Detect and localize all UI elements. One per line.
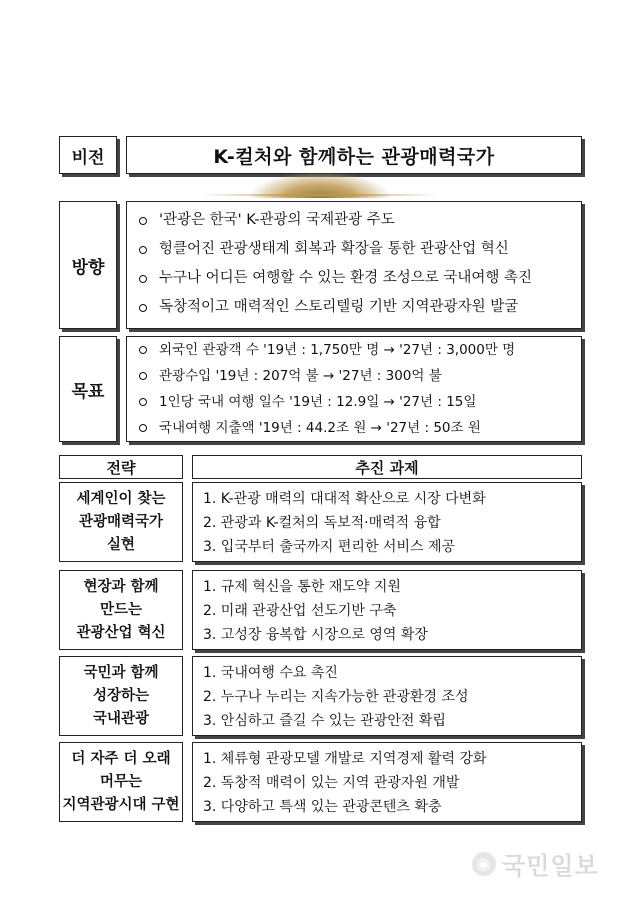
task-item: 1. 국내여행 수요 촉진 — [203, 665, 338, 681]
strategy-label-line: 만드는 — [99, 601, 143, 618]
task-item: 3. 다양하고 특색 있는 관광콘텐츠 확충 — [203, 799, 442, 815]
task-item: 3. 안심하고 즐길 수 있는 관광안전 확립 — [203, 713, 446, 729]
tasks-header: 추진 과제 — [192, 455, 582, 479]
task-item: 3. 고성장 융복합 시장으로 영역 확장 — [203, 627, 428, 643]
strategy-label-line: 성장하는 — [92, 687, 150, 704]
strategy-label — [59, 656, 183, 736]
strategy-label-line: 현장과 함께 — [83, 578, 159, 595]
vision-glow-line — [200, 194, 440, 196]
strategy-label-line: 국내관광 — [92, 710, 150, 727]
task-item: 2. 누구나 누리는 지속가능한 관광환경 조성 — [203, 689, 469, 705]
task-item: 2. 관광과 K-컬처의 독보적·매력적 융합 — [203, 515, 441, 531]
task-item: 2. 미래 관광산업 선도기반 구축 — [203, 603, 397, 619]
vision-label: 비전 — [59, 136, 117, 174]
vision-title: K-컬처와 함께하는 관광매력국가 — [126, 136, 582, 174]
task-item: 1. 규제 혁신을 통한 재도약 지원 — [203, 579, 401, 595]
strategy-label — [59, 482, 183, 562]
strategy-label-line: 관광산업 혁신 — [76, 624, 166, 641]
task-list — [203, 575, 581, 647]
task-list — [203, 661, 581, 733]
watermark-text: 국민일보 — [502, 852, 599, 880]
strategy-label-line: 지역관광시대 구현 — [62, 796, 180, 813]
strategy-label-line: 세계인이 찾는 — [76, 490, 166, 507]
direction-item: '관광은 한국' K-관광의 국제관광 주도 — [137, 206, 581, 235]
strategy-label-line: 머무는 — [99, 773, 143, 790]
strategy-tasks-box — [192, 482, 582, 562]
direction-list — [137, 206, 581, 322]
strategy-label — [59, 742, 183, 822]
strategy-tasks-box — [192, 656, 582, 736]
task-item: 1. 체류형 관광모델 개발로 지역경제 활력 강화 — [203, 751, 487, 767]
strategy-tasks-box — [192, 742, 582, 822]
direction-item: 헝클어진 관광생태계 회복과 확장을 통한 관광산업 혁신 — [137, 235, 581, 264]
strategy-label — [59, 570, 183, 650]
direction-item: 독창적이고 매력적인 스토리텔링 기반 지역관광자원 발굴 — [137, 293, 581, 322]
watermark — [472, 846, 599, 881]
task-item: 1. K-관광 매력의 대대적 확산으로 시장 다변화 — [203, 491, 486, 507]
task-item: 2. 독창적 매력이 있는 지역 관광자원 개발 — [203, 775, 460, 791]
goals-label: 목표 — [59, 336, 117, 442]
strategy-label-line: 더 자주 더 오래 — [71, 750, 171, 767]
strategy-label-line: 관광매력국가 — [78, 513, 164, 530]
direction-item: 누구나 어디든 여행할 수 있는 환경 조성으로 국내여행 촉진 — [137, 264, 581, 293]
strategy-label-line: 국민과 함께 — [83, 664, 159, 681]
task-item: 3. 입국부터 출국까지 편리한 서비스 제공 — [203, 539, 455, 555]
strategy-header: 전략 — [59, 455, 183, 479]
strategy-label-line: 실현 — [106, 536, 135, 553]
direction-label: 방향 — [59, 201, 117, 329]
goal-item: 1인당 국내 여행 일수 '19년 : 12.9일 → '27년 : 15일 — [137, 389, 581, 415]
task-list — [203, 747, 581, 819]
goal-item: 외국인 관광객 수 '19년 : 1,750만 명 → '27년 : 3,000만 명 — [137, 337, 581, 363]
direction-box — [126, 201, 582, 329]
goal-item: 관광수입 '19년 : 207억 불 → '27년 : 300억 불 — [137, 363, 581, 389]
goals-list — [137, 337, 581, 441]
task-list — [203, 487, 581, 559]
goal-item: 국내여행 지출액 '19년 : 44.2조 원 → '27년 : 50조 원 — [137, 415, 581, 441]
strategy-tasks-box — [192, 570, 582, 650]
watermark-logo-icon: ◉ — [472, 852, 496, 876]
goals-box — [126, 336, 582, 442]
